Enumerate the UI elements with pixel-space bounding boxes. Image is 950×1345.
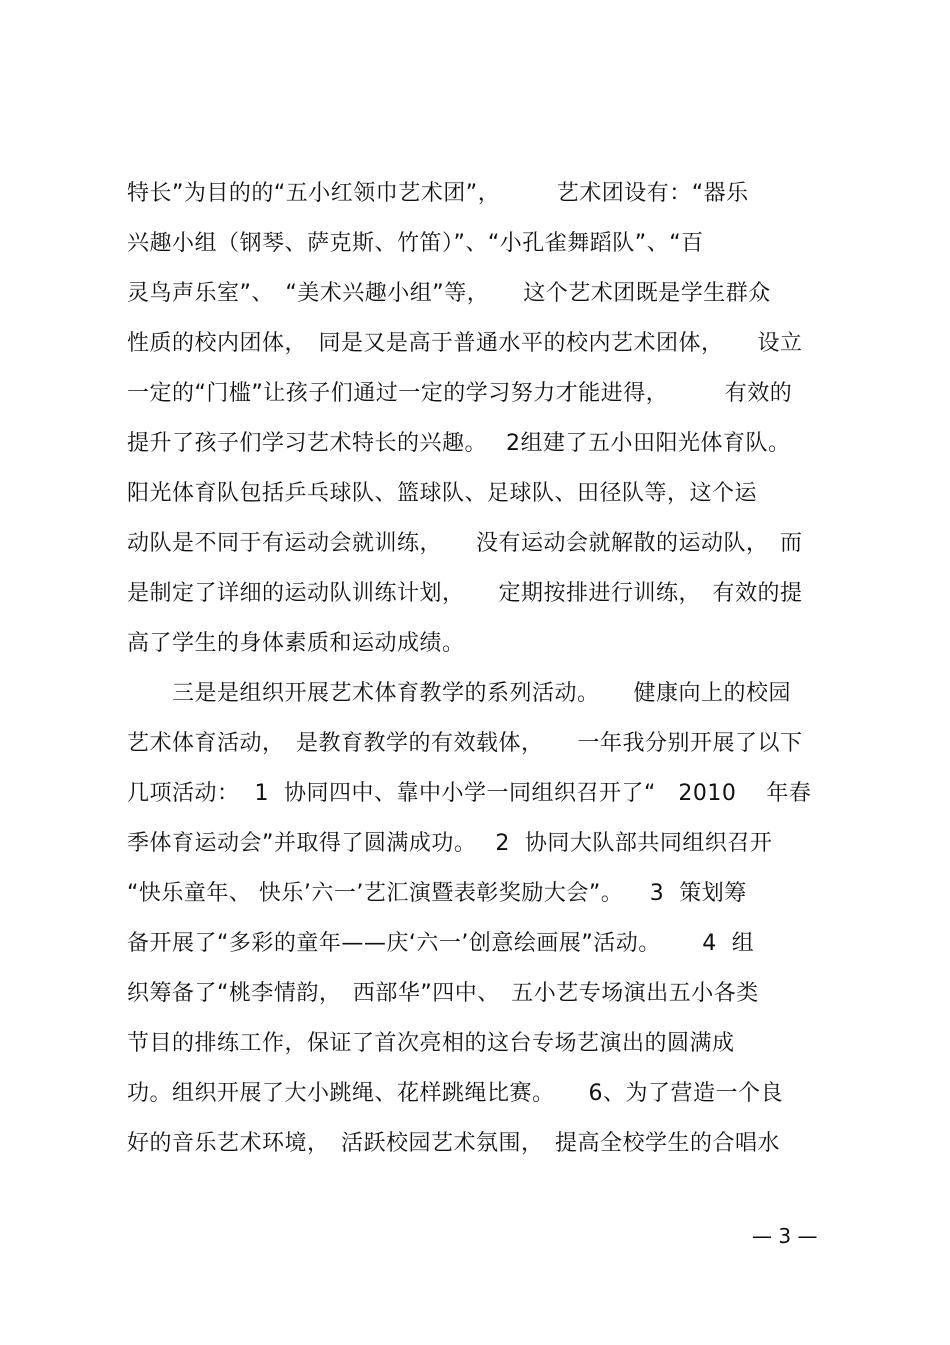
text-line: 阳光体育队包括乒乓球队、篮球队、足球队、田径队等，这个运 bbox=[127, 481, 758, 506]
text-line: 性质的校内团体， 同是又是高于普通水平的校内艺术团体， 设立 bbox=[127, 331, 803, 356]
text-line: 季体育运动会”并取得了圆满成功。 2 协同大队部共同组织召开 bbox=[127, 831, 773, 856]
text-line: 织筹备了“桃李情韵， 西部华”四中、 五小艺专场演出五小各类 bbox=[127, 981, 759, 1006]
text-line: 功。组织开展了大小跳绳、花样跳绳比赛。 6、为了营造一个良 bbox=[127, 1081, 783, 1106]
text-line: 节目的排练工作，保证了首次亮相的这台专场艺演出的圆满成 bbox=[127, 1031, 735, 1056]
text-line: 动队是不同于有运动会就训练， 没有运动会就解散的运动队， 而 bbox=[127, 531, 803, 556]
text-line: 几项活动： 1 协同四中、靠中小学一同组织召开了“ 2010 年春 bbox=[127, 781, 812, 806]
text-line: 备开展了“多彩的童年——庆‘六一’创意绘画展”活动。 4 组 bbox=[127, 931, 755, 956]
text-line: 高了学生的身体素质和运动成绩。 bbox=[127, 631, 465, 656]
text-line: 好的音乐艺术环境， 活跃校园艺术氛围， 提高全校学生的合唱水 bbox=[127, 1131, 781, 1156]
text-line: 一定的“门槛”让孩子们通过一定的学习努力才能进得， 有效的 bbox=[127, 381, 793, 406]
text-line: 兴趣小组（钢琴、萨克斯、竹笛）”、“小孔雀舞蹈队”、“百 bbox=[127, 231, 704, 256]
text-line: “快乐童年、 快乐’六一’艺汇演暨表彰奖励大会”。 3 策划筹 bbox=[127, 881, 747, 906]
text-line: 灵鸟声乐室”、 “美术兴趣小组”等， 这个艺术团既是学生群众 bbox=[127, 281, 771, 306]
page-number: — 3 — bbox=[752, 1224, 818, 1248]
text-line: 提升了孩子们学习艺术特长的兴趣。 2组建了五小田阳光体育队。 bbox=[127, 431, 791, 456]
text-line: 艺术体育活动， 是教育教学的有效载体， 一年我分别开展了以下 bbox=[127, 731, 803, 756]
text-line: 特长”为目的的“五小红领巾艺术团”， 艺术团设有：“器乐 bbox=[127, 181, 749, 206]
text-line: 是制定了详细的运动队训练计划， 定期按排进行训练， 有效的提 bbox=[127, 581, 803, 606]
text-line: 三是是组织开展艺术体育教学的系列活动。 健康向上的校园 bbox=[127, 681, 792, 706]
